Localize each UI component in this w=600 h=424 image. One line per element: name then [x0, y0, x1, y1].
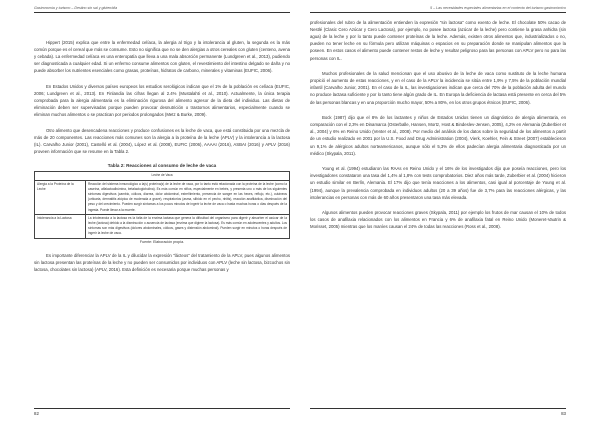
- table-header: Leche de Vaca: [35, 172, 290, 180]
- reactions-table: [34, 171, 290, 238]
- table-caption: Tabla 2: Reacciones al consumo de leche de vaca: [107, 163, 217, 169]
- table-cell-description: La intolerancia a la lactosa es la falta de la enzima lactasa que genera la dificultad del organismo para digerir y absorber el azúcar de la leche (lactosa) debido a la disminución o ausencia de lactasa (enzima que digiere la lactosa). Es más común en adolescentes y adultos. Los síntomas son más digestivos (dolores abdominales, cólicos, gases y distensión abdominal). Pueden surgir en minutos o horas después de ingerir la leche de vaca.: [86, 214, 290, 238]
- paragraph: Algunos alimentos pueden provocar reacciones graves (Skypala, 2011) por ejemplo los frutos de mar causan el 10% de todos los casos de anafilaxia relacionados con los alimentos en Francia y 6% de anafilaxia fatal en Reino Unido (Moneret-Vautrin & Morisset, 2005) mientras que los maníes causan el 24% de todas las reacciones (Ross et al., 2008).: [310, 209, 566, 230]
- paragraph: Bock (1987) dijo que el 8% de los lactantes y niños de Estados Unidos tienen un diagnóstico de alergia alimentaria, en comparación con el 2,3% en Dinamarca (Osterballe, Hansen, Mortz, Host & Bindeslev-Jensen, 2005), 4,2% en Alemania (Zuberbier et al., 2004) y 6% en Reino Unido (Venter et al., 2008). Por medio del análisis de los datos sobre la seguridad de los alimentos a partir de un estudio realizado en 2001 por la U.S. Food and Drug Administration (2004), Vierk, Koehler, Fein & Street (2007) establecieron un 9,1% de alérgicos adultos norteamericanos, aunque sólo el 5,3% de ellos padecían alergia alimentaria diagnosticada por un médico (Skypala, 2011).: [310, 114, 566, 156]
- right-page: [300, 0, 600, 424]
- running-head-left: Gastronomía y turismo – Destino sin sal y gluten/dia: [34, 6, 290, 13]
- page-number-right: 83: [310, 408, 566, 416]
- paragraph: Es importante diferenciar la APLV de la IL y dilucidar la expresión "lácteos" del tratamiento de la APLV, pues algunos alimentos sin lactosa presentan las proteínas de la leche y no pueden ser consumidos por individuos con APLV (leche sin lactosa, bizcochos sin lactosa, chocolates sin lactosa) (APLV, 2016). Esta definición es necesaria porque muchas personas y: [34, 252, 290, 272]
- paragraph: Young et al. (1994) estudiaron las RAAs en Reino Unido y el 16% de los investigados dijo que poseía reacciones, pero los investigadores constataron una tasa del 1,4% al 1,8% con tests comprobatorios. Diez años más tarde, Zuberbier et al. (2004) hicieron un estudio similar en Berlín, Alemania. El 17% dijo que tenía reacciones a los alimentos, casi igual al porcentaje de Young et al. (1994), aunque la prevalencia comprobada en individuos adultos (20 a 39 años) fue de 3,7% para las reacciones alérgicas, y las intolerancias en personas con más de 60 años presentaron una tasa más elevada.: [310, 165, 566, 200]
- table-row: [35, 214, 290, 238]
- table-row: [35, 180, 290, 214]
- paragraph: profesionales del rubro de la alimentación entienden la expresión "sin lactosa" como exento de leche. El chocolate 50% cacao de Nestlé (Clasic Cero Azúcar y Cero Lactosa), por ejemplo, no posee lactosa (azúcar de la leche) pero contiene la grasa anhidra (sin agua) de la leche y por lo tanto puede contener proteínas de la leche. Además, existen otros alimentos que, industrializados o no, pueden no tener leche en su fórmula pero utilizan máquinas o espacios en su preparación donde se manipulan alimentos que la poseen. En estos casos el alimento puede contener restos de leche y resultar peligroso para las personas con APLV pero no para las personas con IL.: [310, 19, 566, 61]
- paragraph: Muchos profesionales de la salud mencionan que el uso abusivo de la leche de vaca como sustituto de la leche humana propició el aumento de estas reacciones, y en el caso de la APLV la incidencia se sitúa entre 1,9% y 7,5% de la población mundial infantil (Carvalho Junior, 2001). En el caso de la IL, las investigaciones indican que cerca del 70% de la población adulta del mundo no produce lactasa suficiente y por lo tanto tiene algún grado de IL. En Europa la deficiencia de lactasa está presente en cerca del 5% de las personas blancas y en una proporción mucho mayor, 50% a 80%, en los otros grupos étnicos (EUFIC, 2006).: [310, 70, 566, 105]
- page-number-left: 82: [34, 408, 290, 416]
- paragraph: Otro alimento que desencadena reacciones y produce confusiones es la leche de vaca, que está constituida por una mezcla de más de 20 componentes. Las reacciones más comunes son la alergia a la proteína de la leche (APLV) y la intolerancia a la lactosa (IL). Carvalho Junior (2001), Castelló et al. (2004), López et al. (2008), EUFIC (2006), AAAAI (2016), ASBAI (2016) y APLV (2016) proveen información que se resume en la Tabla 2.: [34, 127, 290, 155]
- table-cell-category: Intolerancia a la Lactosa: [35, 214, 86, 238]
- running-head-right: 5 – Las necesidades especiales alimentarias en el contexto del turismo gastronómico: [310, 6, 566, 13]
- paragraph: Hippert (2015) explica que entre la enfermedad celíaca, la alergia al trigo y la intolerancia al gluten, la segunda es la más común porque es el cereal que más se consume. Esto no significa que no se den alergias a otros cereales con gluten (centeno, avena y cebada). La enfermedad celíaca es una enteropatía que lleva a una mala absorción permanente (Lundgreen et al., 2013), pudiendo ser diagnosticada a cualquier edad. Si un enfermo consume alimentos con gluten, el revestimiento del intestino delgado se daña y no puede absorber los nutrientes esenciales como grasas, proteínas, hidratos de carbono, minerales y vitaminas (EUFIC, 2006).: [34, 39, 290, 74]
- table-cell-category: Alergia a la Proteína de la Leche: [35, 180, 86, 214]
- table-source: Fuente: Elaboración propia.: [139, 239, 185, 244]
- paragraph: En Estados Unidos y diversos países europeos los estudios serológicos indican que el 1% de la población es celíaca (EUFIC, 2006; Lundgreen et al., 2013). En Finlandia las cifras llegan al 2.4% (Mustalahti et al., 2010). Actualmente, la única terapia comprobada para la alergia alimentaria es la eliminación rigurosa del alimento agresor de la dieta del individuo. Las dietas de eliminación deben ser supervisadas porque pueden provocar desnutrición o trastornos alimentarios, especialmente cuando se eliminan muchos alimentos o se practican por periodos prolongados (Metz & Burke, 2009).: [34, 83, 290, 118]
- table-cell-description: Reacción del sistema inmunológico a la(s) proteína(s) de la leche de vaca, por lo tanto está relacionada con la proteína de la leche (como la caseína, alfalactoalbúmina, betalactoglobulina). Es más común en niños, especialmente en bebés, y presenta uno o más de los siguientes síntomas digestivos (cambio, cólicos, diarrea, dolor abdominal, estreñimiento, presencia de sangre en las heces, reflujo, etc.), cutáneos (urticaria, dermatitis atópica de moderada a grave), respiratorios (asma, silbido en el pecho, rinitis), reacción anafiláctica, disminución del peso y del crecimiento. Pueden surgir síntomas a los pocos minutos de ingerir la leche de vaca o hasta muchas horas o días después de la ingesta. Puede llevar a la muerte.: [86, 180, 290, 214]
